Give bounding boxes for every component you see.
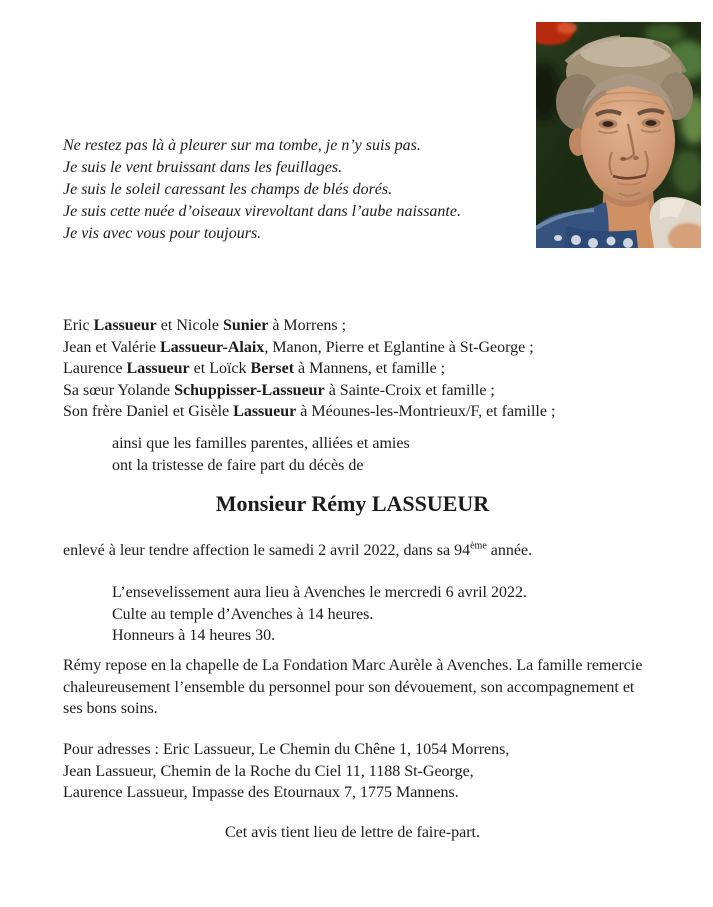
- deceased-name: Monsieur Rémy LASSUEUR: [215, 491, 490, 516]
- address-line: Pour adresses : Eric Lassueur, Le Chemin du Chêne 1, 1054 Morrens,: [63, 741, 510, 758]
- closing-line: Cet avis tient lieu de lettre de faire-part.: [225, 824, 480, 841]
- poem-line: Je vis avec vous pour toujours.: [63, 225, 262, 242]
- death-date-line: [63, 540, 532, 562]
- repose-paragraph: Rémy repose en la chapelle de La Fondation Marc Aurèle à Avenches. La famille remercie chaleureusement l’ensemble du personnel pour son dévouement, son accompagnement et ses bons soins.: [63, 657, 643, 717]
- funeral-details: [112, 582, 527, 647]
- announcement-intro: [112, 433, 410, 476]
- family-line: Eric Lassueur et Nicole Sunier à Morrens ;: [63, 317, 347, 334]
- poem-line: Ne restez pas là à pleurer sur ma tombe, je n’y suis pas.: [63, 137, 421, 154]
- funeral-line: Culte au temple d’Avenches à 14 heures.: [112, 605, 374, 623]
- family-line: Sa sœur Yolande Schuppisser-Lassueur à Sainte-Croix et famille ;: [63, 381, 495, 399]
- intro-line: ainsi que les familles parentes, alliées et amies: [112, 435, 410, 452]
- addresses-block: [63, 739, 509, 804]
- address-line: Laurence Lassueur, Impasse des Etournaux 7, 1775 Mannens.: [63, 784, 459, 801]
- poem-line: Je suis le vent bruissant dans les feuillages.: [63, 159, 343, 176]
- funeral-line: L’ensevelissement aura lieu à Avenches le mercredi 6 avril 2022.: [112, 584, 527, 601]
- family-list: [63, 315, 555, 423]
- poem-line: Je suis le soleil caressant les champs de blés dorés.: [63, 181, 393, 198]
- address-line: Jean Lassueur, Chemin de la Roche du Ciel 11, 1188 St-George,: [63, 762, 474, 780]
- memorial-poem: [63, 135, 461, 245]
- portrait-photo-image: [536, 22, 701, 248]
- portrait-photo: [536, 22, 701, 248]
- family-line: Son frère Daniel et Gisèle Lassueur à Méounes-les-Montrieux/F, et famille ;: [63, 403, 556, 420]
- family-line: Jean et Valérie Lassueur-Alaix, Manon, Pierre et Eglantine à St-George ;: [63, 338, 534, 356]
- intro-line: ont la tristesse de faire part du décès de: [112, 456, 364, 474]
- poem-line: Je suis cette nuée d’oiseaux virevoltant dans l’aube naissante.: [63, 203, 461, 220]
- funeral-line: Honneurs à 14 heures 30.: [112, 627, 276, 644]
- family-line: Laurence Lassueur et Loïck Berset à Mannens, et famille ;: [63, 360, 446, 377]
- death-date-text: enlevé à leur tendre affection le samedi 2 avril 2022, dans sa 94ème année.: [63, 540, 533, 559]
